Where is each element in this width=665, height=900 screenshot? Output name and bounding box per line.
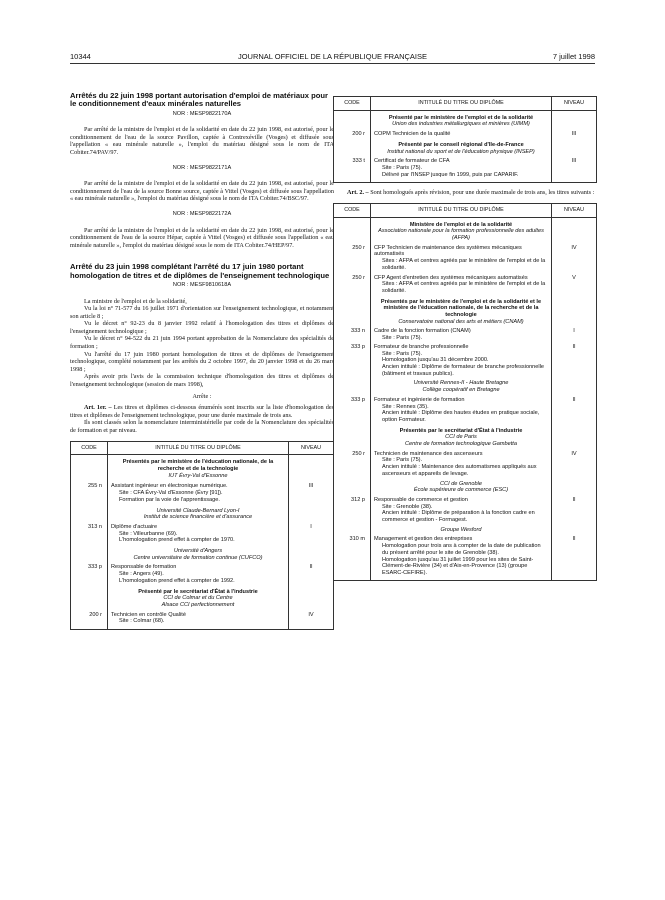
article-1-label: Art. 1er. – (84, 404, 112, 412)
section-heading: Ministère de l'emploi et de la solidarité (409, 221, 513, 228)
nor-ref-2: NOR : MESP9822171A (172, 164, 232, 171)
nor-ref-3: NOR : MESP9822172A (172, 210, 232, 217)
nor-ref-4: NOR : MESF9810618A (172, 281, 232, 288)
organization: IUT Évry-Val d'Essonne (168, 472, 228, 479)
article-1-b: Ils sont classés selon la nomenclature interministérielle par code de la Nomenclature des spécialités de formation et par niveau. (70, 419, 334, 434)
article-1 (70, 404, 334, 419)
header-rule (70, 63, 595, 64)
homologation-table-3: CODE INTITULÉ DU TITRE OU DIPLÔME NIVEAU Ministère de l'emploi et de la solidarité Association nationale pour la formation professionnelle des adultes (AFPA) 250 r CFP Technicien de maintenance des systèmes mécaniques automatisés Sites : AFPA et centres agréés par le ministère de l'emploi et de la solidarité. IV 250 r CFP Agent d'entretien des systèmes mécaniques automatisés Sites : AFPA et centres agréés par le ministère de l'emploi et de la solidarité. V Présentés par le ministère de l'emploi et de la solidarité et le ministère de l'éducation nationale, de la recherche et de la technologie Conservatoire national des arts et métiers (CNAM) 333 n Cadre de la fonction formation (CNAM) Site : Paris (75). I 333 p Formateur de branche professionnelle Site : Paris (75). Homologation jusqu'au 31 décembre 2000. Ancien intitulé : Diplôme de formateur de branche professionnelle (bâtiment et travaux publics). II Université Rennes-II - Haute Bretagne Collège coopératif en Bretagne 333 p Formateur et ingénierie de formation Site : Rennes (35). Ancien intitulé : Diplôme des hautes études en pratique sociale, option Formateur. II Présentés par le secrétariat d'État à l'industrie CCI de Paris Centre de formation technologique Gambetta 250 r Technicien de maintenance des ascenseurs Site : Paris (75). Ancien intitulé : Maintenance des automatismes appliqués aux ascenseurs et appareils de levage. IV CCI de Grenoble École supérieure de commerce (ESC) 312 p Responsable de commerce et gestion Site : Grenoble (38). Ancien intitulé : Diplôme de préparation à la fonction cadre en commerce et gestion - Formagest. II Groupe Wesford 310 m Management et gestion des entreprises Homologation pour trois ans à compter de la date de publication du présent arrêté pour le site de Grenoble (38). Homologation jusqu'au 31 juillet 1999 pour les sites de Saint-Clément-de-Rivière (34) et d'Aix-en-Provence (13) (groupe ESARC-CEFIRE). II (333, 203, 597, 581)
article-2-text: Sont homologués après révision, pour une durée maximale de trois ans, les titres suivants : (368, 189, 595, 197)
table-row: 250 r CFP Technicien de maintenance des systèmes mécaniques automatisés Sites : AFPA et centres agréés par le ministère de l'emploi et de la solidarité. IV (334, 242, 597, 272)
left-column (70, 92, 334, 630)
homologation-table-1: CODE INTITULÉ DU TITRE OU DIPLÔME NIVEAU Présentés par le ministère de l'éducation nationale, de la recherche et de la technologie IUT Évry-Val d'Essonne 255 n Assistant ingénieur en électronique numérique. Site : CFA Évry-Val d'Essonne (Évry [91]). Formation par la voie de l'apprentissage. III Université Claude-Bernard Lyon-I Institut de science financière et d'assurance 313 n Diplôme d'actuaire Site : Villeurbanne (69). L'homologation prend effet à compter de 1970. I Université d'Angers Centre universitaire de formation continue (CUFCO) 333 p Responsable de formation Site : Angers (49). L'homologation prend effet à compter de 1992. II Présenté par le secrétariat d'État à l'industrie CCI de Colmar et du Centre Alsace CCI perfectionnement 200 r Technicien en contrôle Qualité Site : Colmar (68). IV (70, 441, 334, 630)
col-header-level: NIVEAU (552, 203, 597, 217)
journal-title: JOURNAL OFFICIEL DE LA RÉPUBLIQUE FRANÇAISE (237, 52, 428, 61)
body-line: Après avoir pris l'avis de la commission technique d'homologation des titres et diplômes de l'enseignement technologique (session de mars 1998), (70, 373, 334, 389)
table-row: 250 r Technicien de maintenance des ascenseurs Site : Paris (75). Ancien intitulé : Maintenance des automatismes appliqués aux ascenseurs et appareils de levage. IV (334, 448, 597, 478)
col-header-code: CODE (71, 441, 108, 455)
section-heading: Présenté par le conseil régional d'Ile-de-France (398, 141, 524, 148)
page-number: 10344 (70, 52, 91, 61)
table-row: 313 n Diplôme d'actuaire Site : Villeurbanne (69). L'homologation prend effet à compter de 1970. I (71, 521, 334, 544)
article-2 (333, 189, 597, 197)
section-heading: Présentés par le secrétariat d'État à l'industrie (399, 427, 523, 434)
table-row: 312 p Responsable de commerce et gestion Site : Grenoble (38). Ancien intitulé : Diplôme de préparation à la fonction cadre en commerce et gestion - Formagest. II (334, 494, 597, 524)
table-row: 333 t Certificat de formateur de CFA Site : Paris (75). Délivré par l'INSEP jusque fin 1999, puis par CAPARIF. III (334, 155, 597, 183)
col-header-title: INTITULÉ DU TITRE OU DIPLÔME (371, 203, 552, 217)
table-row: 200 r COPM Technicien de la qualité III (334, 128, 597, 138)
col-header-code: CODE (334, 97, 371, 111)
table-row: 333 n Cadre de la fonction formation (CNAM) Site : Paris (75). I (334, 325, 597, 341)
body-line: Vu la loi n° 71-577 du 16 juillet 1971 d'orientation sur l'enseignement technologique, et notamment son article 8 ; (70, 305, 334, 320)
col-header-level: NIVEAU (289, 441, 334, 455)
table-row: 333 p Formateur et ingénierie de formation Site : Rennes (35). Ancien intitulé : Diplôme des hautes études en pratique sociale, option Formateur. II (334, 394, 597, 424)
col-header-title: INTITULÉ DU TITRE OU DIPLÔME (371, 97, 552, 111)
col-header-code: CODE (334, 203, 371, 217)
decree-title-2: Arrêté du 23 juin 1998 complétant l'arrêté du 17 juin 1980 portant homologation de titres et de diplômes de l'enseignement technologique (70, 262, 330, 280)
section-heading: Présenté par le ministère de l'emploi et de la solidarité (388, 114, 534, 121)
issue-date: 7 juillet 1998 (552, 52, 595, 61)
section-heading: Présentés par le ministère de l'emploi et de la solidarité et le ministère de l'éducation nationale, de la recherche et de la technologie (380, 298, 542, 319)
section-heading: Présentés par le ministère de l'éducation nationale, de la recherche et de la technologie (122, 459, 274, 472)
nor-ref-1: NOR : MESP9822170A (172, 110, 232, 117)
col-header-level: NIVEAU (552, 97, 597, 111)
table-row: 333 p Formateur de branche professionnelle Site : Paris (75). Homologation jusqu'au 31 décembre 2000. Ancien intitulé : Diplôme de formateur de branche professionnelle (bâtiment et travaux publics). II (334, 342, 597, 378)
table-row: 255 n Assistant ingénieur en électronique numérique. Site : CFA Évry-Val d'Essonne (Évry [91]). Formation par la voie de l'apprentissage. III (71, 479, 334, 503)
table-row: 250 r CFP Agent d'entretien des systèmes mécaniques automatisés Sites : AFPA et centres agréés par le ministère de l'emploi et de la solidarité. V (334, 272, 597, 295)
paragraph-3: Par arrêté de la ministre de l'emploi et de la solidarité en date du 22 juin 1998, est autorisé, pour le conditionnement de l'eau de la source Hépar, captée à Vittel (Vosges) et diffusée sous l'appellation « eau minérale naturelle », l'emploi du matériau désigné sous le nom de ITA Cobiter.74/HEP/97. (70, 226, 334, 249)
organization: Institut national du sport et de l'éducation physique (INSEP) (387, 148, 535, 155)
table-row: 310 m Management et gestion des entreprises Homologation pour trois ans à compter de la date de publication du présent arrêté pour le site de Grenoble (38). Homologation jusqu'au 31 juillet 1999 pour les sites de Saint-Clément-de-Rivière (34) et d'Aix-en-Provence (13) (groupe ESARC-CEFIRE). II (334, 533, 597, 580)
right-column (333, 96, 597, 581)
organization: Association nationale pour la formation professionnelle des adultes (AFPA) (378, 228, 544, 242)
article-2-label: Art. 2. – (347, 189, 369, 197)
body-line: Vu le décret n° 92-23 du 8 janvier 1992 relatif à l'homologation des titres et diplômes de l'enseignement technologique ; (70, 320, 334, 335)
decree-title-1: Arrêtés du 22 juin 1998 portant autorisation d'emploi de matériaux pour le conditionnement d'eaux minérales naturelles (70, 91, 328, 109)
body-line: Vu le décret n° 94-522 du 21 juin 1994 portant approbation de la Nomenclature des spécialités de formation ; (70, 335, 334, 351)
arrete-heading: Arrête : (192, 392, 212, 400)
homologation-table-2 (333, 96, 597, 183)
organization: Conservatoire national des arts et métiers (CNAM) (398, 318, 524, 325)
col-header-title: INTITULÉ DU TITRE OU DIPLÔME (108, 441, 289, 455)
organization: Union des industries métallurgiques et minières (UIMM) (392, 121, 530, 128)
section-heading: Présenté par le secrétariat d'État à l'industrie (138, 588, 258, 595)
body-line: La ministre de l'emploi et de la solidarité, (84, 297, 187, 305)
table-row: 200 r Technicien en contrôle Qualité Site : Colmar (68). IV (71, 609, 334, 630)
paragraph-1: Par arrêté de la ministre de l'emploi et de la solidarité en date du 22 juin 1998, est autorisé, pour le conditionnement de l'eau de la source Pavillon, captée à Contrexéville (Vosges) et diffusée sous l'appellation « eau minérale naturelle », l'emploi du matériau désigné sous le nom de ITA Cobiter.74/PAV/97. (70, 126, 334, 156)
table-row: 333 p Responsable de formation Site : Angers (49). L'homologation prend effet à compter de 1992. II (71, 561, 334, 584)
paragraph-2: Par arrêté de la ministre de l'emploi et de la solidarité en date du 22 juin 1998, est autorisé, pour le conditionnement de l'eau de la source Bonne source, captée à Vittel (Vosges) et diffusée sous l'appellation « eau minérale naturelle », l'emploi du matériau désigné sous le nom de ITA Cobiter.74/BSC/97. (70, 180, 334, 203)
body-line: Vu l'arrêté du 17 juin 1980 portant homologation de titres et de diplômes de l'enseignement technologique, complété notamment par les arrêtés du 2 octobre 1997, du 20 janvier 1998 et du 26 mars 1998 ; (70, 350, 334, 373)
article-1-text: Les titres et diplômes ci-dessous énumérés sont inscrits sur la liste d'homologation des titres et diplômes de l'enseignement technologique, pour une durée maximale de trois ans. (70, 404, 334, 419)
